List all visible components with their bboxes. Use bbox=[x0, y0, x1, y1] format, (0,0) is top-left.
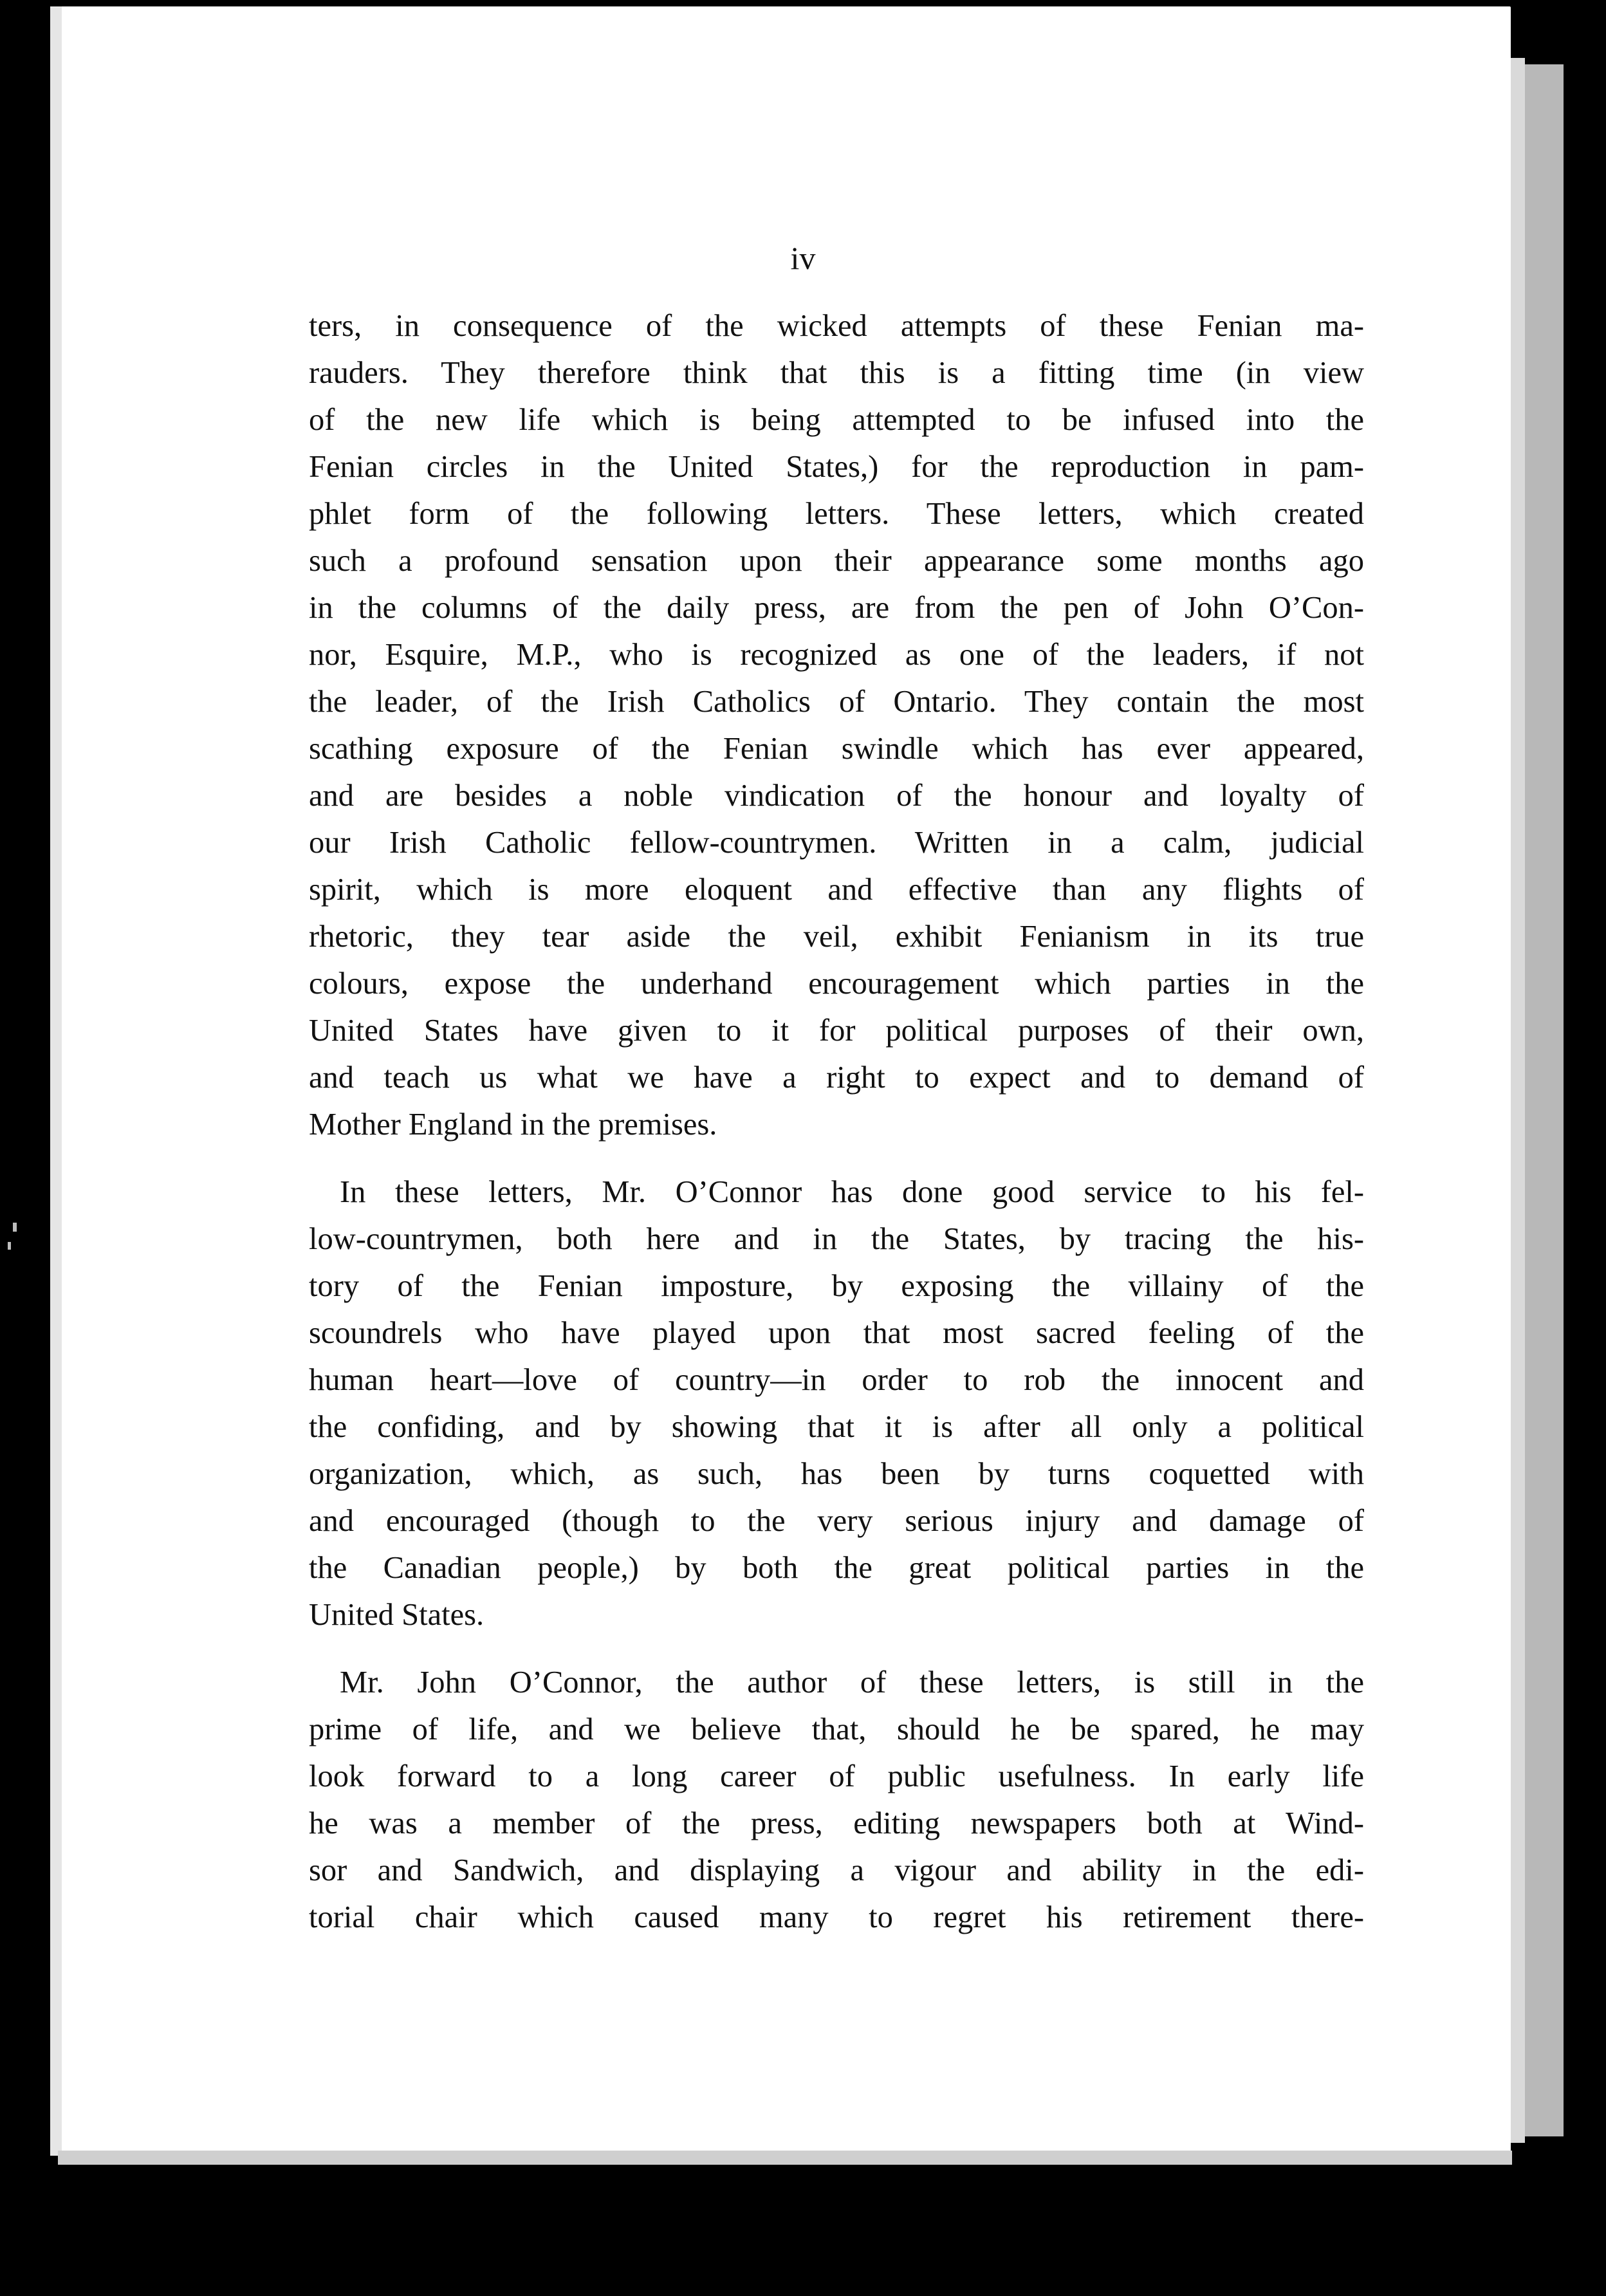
text-line: Mother England in the premises. bbox=[309, 1107, 717, 1142]
text-line: United States have given to it for political purposes of their own, bbox=[309, 1014, 1364, 1048]
text-line: rhetoric, they tear aside the veil, exhibit Fenianism in its true bbox=[309, 920, 1364, 954]
paragraph-gap bbox=[309, 1148, 1364, 1169]
text-line: rauders. They therefore think that this is a fitting time (in view bbox=[309, 356, 1364, 390]
text-line: such a profound sensation upon their appearance some months ago bbox=[309, 544, 1364, 578]
paragraph-2-body bbox=[309, 1216, 1364, 1638]
text-line: our Irish Catholic fellow-countrymen. Written in a calm, judicial bbox=[309, 826, 1364, 860]
text-line: human heart—love of country—in order to rob the innocent and bbox=[309, 1363, 1364, 1397]
body-text bbox=[309, 302, 1364, 1941]
text-line: and teach us what we have a right to expect and to demand of bbox=[309, 1060, 1364, 1095]
text-line: tory of the Fenian imposture, by exposing the villainy of the bbox=[309, 1269, 1364, 1303]
scan-speck bbox=[8, 1242, 11, 1250]
text-line: phlet form of the following letters. These letters, which created bbox=[309, 497, 1364, 531]
text-line: spirit, which is more eloquent and effective than any flights of bbox=[309, 873, 1364, 907]
text-line: prime of life, and we believe that, should he be spared, he may bbox=[309, 1712, 1364, 1746]
text-line: the leader, of the Irish Catholics of Ontario. They contain the most bbox=[309, 685, 1364, 719]
text-line: in the columns of the daily press, are from the pen of John O’Con- bbox=[309, 591, 1364, 625]
text-line: of the new life which is being attempted to be infused into the bbox=[309, 403, 1364, 437]
text-line: the confiding, and by showing that it is after all only a political bbox=[309, 1410, 1364, 1444]
text-line: ters, in consequence of the wicked attempts of these Fenian ma- bbox=[309, 309, 1364, 343]
text-line: and are besides a noble vindication of the honour and loyalty of bbox=[309, 779, 1364, 813]
text-line: scoundrels who have played upon that most sacred feeling of the bbox=[309, 1316, 1364, 1350]
paragraph-2 bbox=[309, 1169, 1364, 1216]
page-number: iv bbox=[790, 240, 816, 276]
paper-right-shadow bbox=[1511, 58, 1525, 2143]
paragraph-gap bbox=[309, 1638, 1364, 1659]
text-line: Mr. John O’Connor, the author of these letters, is still in the bbox=[340, 1665, 1364, 1699]
text-line: colours, expose the underhand encouragement which parties in the bbox=[309, 967, 1364, 1001]
text-line: United States. bbox=[309, 1598, 485, 1632]
paper-left-shadow bbox=[50, 6, 62, 2156]
text-line: In these letters, Mr. O’Connor has done good service to his fel- bbox=[340, 1175, 1364, 1209]
text-line: the Canadian people,) by both the great political parties in the bbox=[309, 1551, 1364, 1585]
text-line: scathing exposure of the Fenian swindle which has ever appeared, bbox=[309, 732, 1364, 766]
text-line: he was a member of the press, editing newspapers both at Wind- bbox=[309, 1806, 1364, 1840]
text-line: Fenian circles in the United States,) for the reproduction in pam- bbox=[309, 450, 1364, 484]
paragraph-3-body bbox=[309, 1706, 1364, 1941]
paper-bottom-edge bbox=[58, 2151, 1512, 2165]
text-line: sor and Sandwich, and displaying a vigour and ability in the edi- bbox=[309, 1853, 1364, 1887]
paragraph-3 bbox=[309, 1659, 1364, 1706]
text-line: nor, Esquire, M.P., who is recognized as one of the leaders, if not bbox=[309, 638, 1364, 672]
text-line: and encouraged (though to the very serious injury and damage of bbox=[309, 1504, 1364, 1538]
paper-right-edge bbox=[1525, 64, 1564, 2136]
text-line: organization, which, as such, has been by turns coquetted with bbox=[309, 1457, 1364, 1491]
text-line: torial chair which caused many to regret his retirement there- bbox=[309, 1900, 1364, 1934]
paragraph-1 bbox=[309, 302, 1364, 1148]
scan-speck bbox=[13, 1223, 17, 1232]
text-line: low-countrymen, both here and in the States, by tracing the his- bbox=[309, 1222, 1364, 1256]
text-line: look forward to a long career of public usefulness. In early life bbox=[309, 1759, 1364, 1793]
